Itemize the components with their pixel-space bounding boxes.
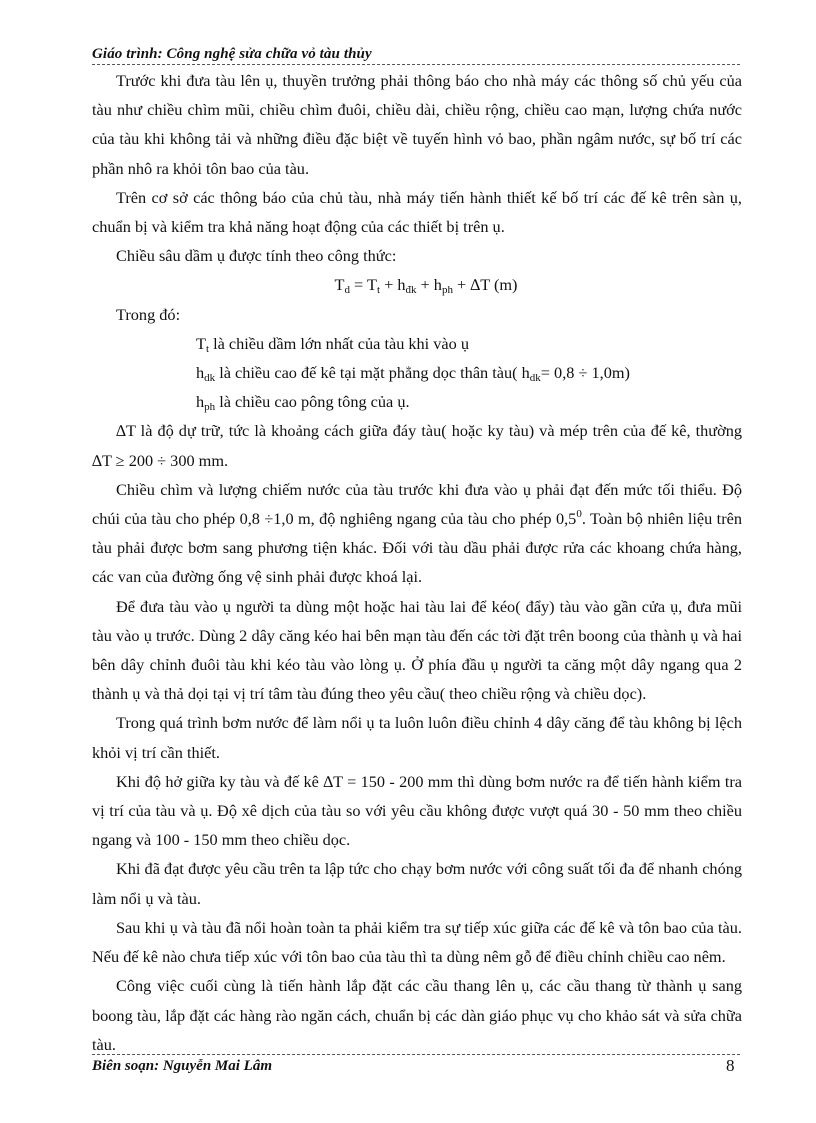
paragraph-7: Để đưa tàu vào ụ người ta dùng một hoặc hai tàu lai để kéo( đẩy) tàu vào gần cửa ụ, đưa mũi tàu vào ụ trước. Dùng 2 dây căng kéo hai bên mạn tàu đến các tời đặt trên boong của thành ụ và hai bên dây chỉnh đuôi tàu khi kéo tàu vào lòng ụ. Ở phía đầu ụ người ta căng một dây ngang qua 2 thành ụ và thả dọi tại vị trí tâm tàu đúng theo yêu cầu( theo chiều rộng và chiều dọc). bbox=[92, 596, 742, 704]
degree-superscript: 0 bbox=[576, 508, 582, 521]
def-text: là chiều cao đế kê tại mặt phẳng dọc thân tàu( h bbox=[215, 363, 530, 383]
def-text: là chiều cao pông tông của ụ. bbox=[215, 392, 410, 412]
formula-sub: đk bbox=[405, 284, 417, 297]
header-title: Giáo trình: Công nghệ sửa chữa vỏ tàu thủy bbox=[92, 46, 372, 62]
paragraph-3: Chiều sâu dầm ụ được tính theo công thức: bbox=[116, 246, 397, 266]
def-text: là chiều dầm lớn nhất của tàu khi vào ụ bbox=[209, 333, 469, 353]
paragraph-6-part: Chiều chìm và lượng chiếm nước của tàu trước khi đưa vào ụ phải đạt đến mức tối thiểu. Độ chúi của tàu cho phép 0,8 ÷1,0 m, độ nghiêng ngang của tàu cho phép 0,5 bbox=[92, 479, 742, 529]
formula-part: + h bbox=[416, 275, 442, 295]
paragraph-11: Sau khi ụ và tàu đã nổi hoàn toàn ta phải kiểm tra sự tiếp xúc giữa các đế kê và tôn bao của tàu. Nếu đế kê nào chưa tiếp xúc với tôn bao của tàu thì ta dùng nêm gỗ để điều chỉnh chiều cao nêm. bbox=[92, 917, 742, 967]
formula-part: T bbox=[334, 275, 345, 295]
paragraph-10: Khi đã đạt được yêu cầu trên ta lập tức cho chạy bơm nước với công suất tối đa để nhanh chóng làm nổi ụ và tàu. bbox=[92, 859, 742, 908]
footer-divider bbox=[92, 1054, 740, 1055]
paragraph-2: Trên cơ sở các thông báo của chủ tàu, nhà máy tiến hành thiết kế bố trí các đế kê trên sàn ụ, chuẩn bị và kiểm tra khả năng hoạt động của các thiết bị trên ụ. bbox=[92, 187, 742, 237]
def-sub: t bbox=[205, 342, 210, 355]
page-number: 8 bbox=[726, 1056, 735, 1075]
def-symbol: h bbox=[196, 392, 205, 412]
paragraph-6 bbox=[92, 475, 742, 592]
header-divider bbox=[92, 64, 740, 65]
def-sub: dk bbox=[204, 372, 216, 385]
formula-part: + h bbox=[380, 275, 406, 295]
formula-sub: t bbox=[376, 284, 381, 297]
def-sub: ph bbox=[204, 401, 216, 414]
def-sub: dk bbox=[529, 372, 541, 385]
def-symbol: T bbox=[196, 333, 206, 353]
paragraph-12: Công việc cuối cùng là tiến hành lắp đặt các cầu thang lên ụ, các cầu thang từ thành ụ sang boong tàu, lắp đặt các hàng rào ngăn cách, chuẩn bị các dàn giáo phục vụ cho khảo sát và sửa chữa tàu. bbox=[92, 976, 742, 1054]
footer-author: Biên soạn: Nguyễn Mai Lâm bbox=[92, 1058, 273, 1074]
formula-sub: d bbox=[344, 284, 350, 297]
paragraph-8: Trong quá trình bơm nước để làm nổi ụ ta luôn luôn điều chỉnh 4 dây căng để tàu không bị lệch khỏi vị trí cần thiết. bbox=[92, 713, 742, 762]
document-body bbox=[92, 66, 742, 1059]
paragraph-4: Trong đó: bbox=[116, 304, 181, 324]
formula-part: + ∆T (m) bbox=[452, 275, 518, 295]
definition-1 bbox=[92, 329, 742, 358]
formula-part: = T bbox=[349, 275, 377, 295]
paragraph-5: ∆T là độ dự trữ, tức là khoảng cách giữa đáy tàu( hoặc ky tàu) và mép trên của đế kê, thường ∆T ≥ 200 ÷ 300 mm. bbox=[92, 421, 742, 470]
formula-sub: ph bbox=[441, 284, 453, 297]
paragraph-1: Trước khi đưa tàu lên ụ, thuyền trưởng phải thông báo cho nhà máy các thông số chủ yếu của tàu như chiều chìm mũi, chiều chìm đuôi, chiều dài, chiều rộng, chiều cao mạn, lượng chứa nước của tàu khi không tải và những điều đặc biệt về tuyến hình vỏ bao, phần ngâm nước, sự bố trí các phần nhô ra khỏi tôn bao của tàu. bbox=[92, 71, 742, 178]
def-symbol: h bbox=[196, 363, 205, 383]
paragraph-6-part: . Toàn bộ nhiên liệu trên tàu phải được bơm sang phương tiện khác. Đối với tàu dầu phải được rửa các khoang chứa hàng, các van của đường ống vệ sinh phải được khoá lại. bbox=[92, 509, 742, 587]
def-text: = 0,8 ÷ 1,0m) bbox=[540, 363, 630, 383]
paragraph-9: Khi độ hở giữa ky tàu và đế kê ∆T = 150 - 200 mm thì dùng bơm nước ra để tiến hành kiểm tra vị trí của tàu và ụ. Độ xê dịch của tàu so với yêu cầu không được vượt quá 30 - 50 mm theo chiều ngang và 100 - 150 mm theo chiều dọc. bbox=[92, 771, 742, 850]
definition-2 bbox=[92, 358, 742, 387]
formula bbox=[92, 270, 742, 299]
definition-3 bbox=[92, 387, 742, 416]
